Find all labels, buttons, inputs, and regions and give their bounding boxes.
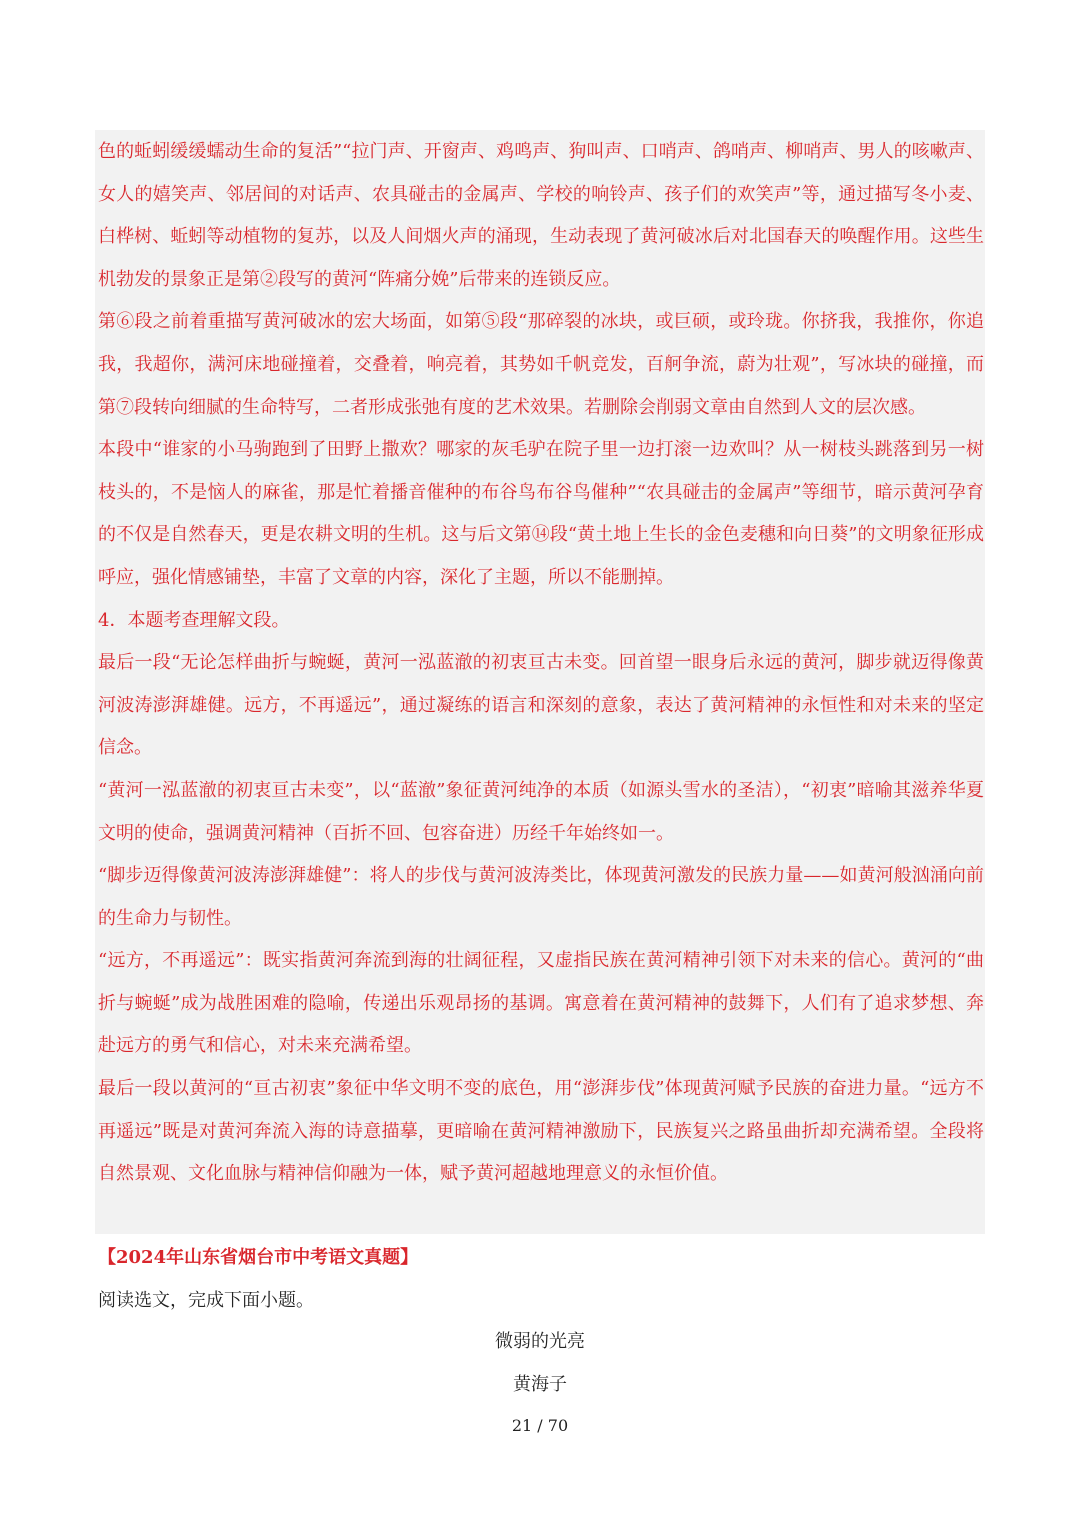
answer-paragraph: 最后一段“无论怎样曲折与蜿蜒，黄河一泓蓝澈的初衷亘古未变。回首望一眼身后永远的黄河，脚步就迈得像黄河波涛澎湃雄健。远方，不再遥远”，通过凝练的语言和深刻的意象，表达了黄河精神的永恒性和对未来的坚定信念。 [98, 652, 984, 759]
answer-paragraph: 本段中“谁家的小马驹跑到了田野上撒欢？哪家的灰毛驴在院子里一边打滚一边欢叫？从一树枝头跳落到另一树枝头的，不是恼人的麻雀，那是忙着播音催种的布谷鸟布谷鸟催种”“农具碰击的金属声”等细节，暗示黄河孕育的不仅是自然春天，更是农耕文明的生机。这与后文第⑭段“黄土地上生长的金色麦穗和向日葵”的文明象征形成呼应，强化情感铺垫，丰富了文章的内容，深化了主题，所以不能删掉。 [98, 439, 984, 588]
question-4-label: 4．本题考查理解文段。 [98, 609, 290, 631]
reading-instruction: 阅读选文，完成下面小题。 [98, 1290, 314, 1311]
answer-paragraph: “脚步迈得像黄河波涛澎湃雄健”：将人的步伐与黄河波涛类比，体现黄河激发的民族力量——如黄河般汹涌向前的生命力与韧性。 [98, 865, 984, 929]
poem-author: 黄海子 [513, 1374, 567, 1395]
answer-paragraph: 色的蚯蚓缓缓蠕动生命的复活”“拉门声、开窗声、鸡鸣声、狗叫声、口哨声、鸽哨声、柳哨声、男人的咳嗽声、女人的嬉笑声、邻居间的对话声、农具碰击的金属声、学校的响铃声、孩子们的欢笑声”等，通过描写冬小麦、白桦树、蚯蚓等动植物的复苏，以及人间烟火声的涌现，生动表现了黄河破冰后对北国春天的唤醒作用。这些生机勃发的景象正是第②段写的黄河“阵痛分娩”后带来的连锁反应。 [98, 141, 984, 290]
poem-title: 微弱的光亮 [495, 1331, 585, 1352]
answer-analysis-text [98, 131, 984, 1196]
answer-paragraph: 最后一段以黄河的“亘古初衷”象征中华文明不变的底色，用“澎湃步伐”体现黄河赋予民族的奋进力量。“远方不再遥远”既是对黄河奔流入海的诗意描摹，更暗喻在黄河精神激励下，民族复兴之路虽曲折却充满希望。全段将自然景观、文化血脉与精神信仰融为一体，赋予黄河超越地理意义的永恒价值。 [98, 1078, 984, 1185]
exam-section-heading: 【2024年山东省烟台市中考语文真题】 [98, 1247, 419, 1268]
page-number: 21 / 70 [511, 1416, 569, 1435]
answer-paragraph: 第⑥段之前着重描写黄河破冰的宏大场面，如第⑤段“那碎裂的冰块，或巨硕，或玲珑。你挤我，我推你，你追我，我超你，满河床地碰撞着，交叠着，响亮着，其势如千帆竞发，百舸争流，蔚为壮观”，写冰块的碰撞，而第⑦段转向细腻的生命特写，二者形成张弛有度的艺术效果。若删除会削弱文章由自然到人文的层次感。 [98, 311, 984, 418]
answer-paragraph: “远方，不再遥远”：既实指黄河奔流到海的壮阔征程，又虚指民族在黄河精神引领下对未来的信心。黄河的“曲折与蜿蜒”成为战胜困难的隐喻，传递出乐观昂扬的基调。寓意着在黄河精神的鼓舞下，人们有了追求梦想、奔赴远方的勇气和信心，对未来充满希望。 [98, 950, 984, 1057]
answer-paragraph: “黄河一泓蓝澈的初衷亘古未变”，以“蓝澈”象征黄河纯净的本质（如源头雪水的圣洁），“初衷”暗喻其滋养华夏文明的使命，强调黄河精神（百折不回、包容奋进）历经千年始终如一。 [98, 779, 984, 844]
